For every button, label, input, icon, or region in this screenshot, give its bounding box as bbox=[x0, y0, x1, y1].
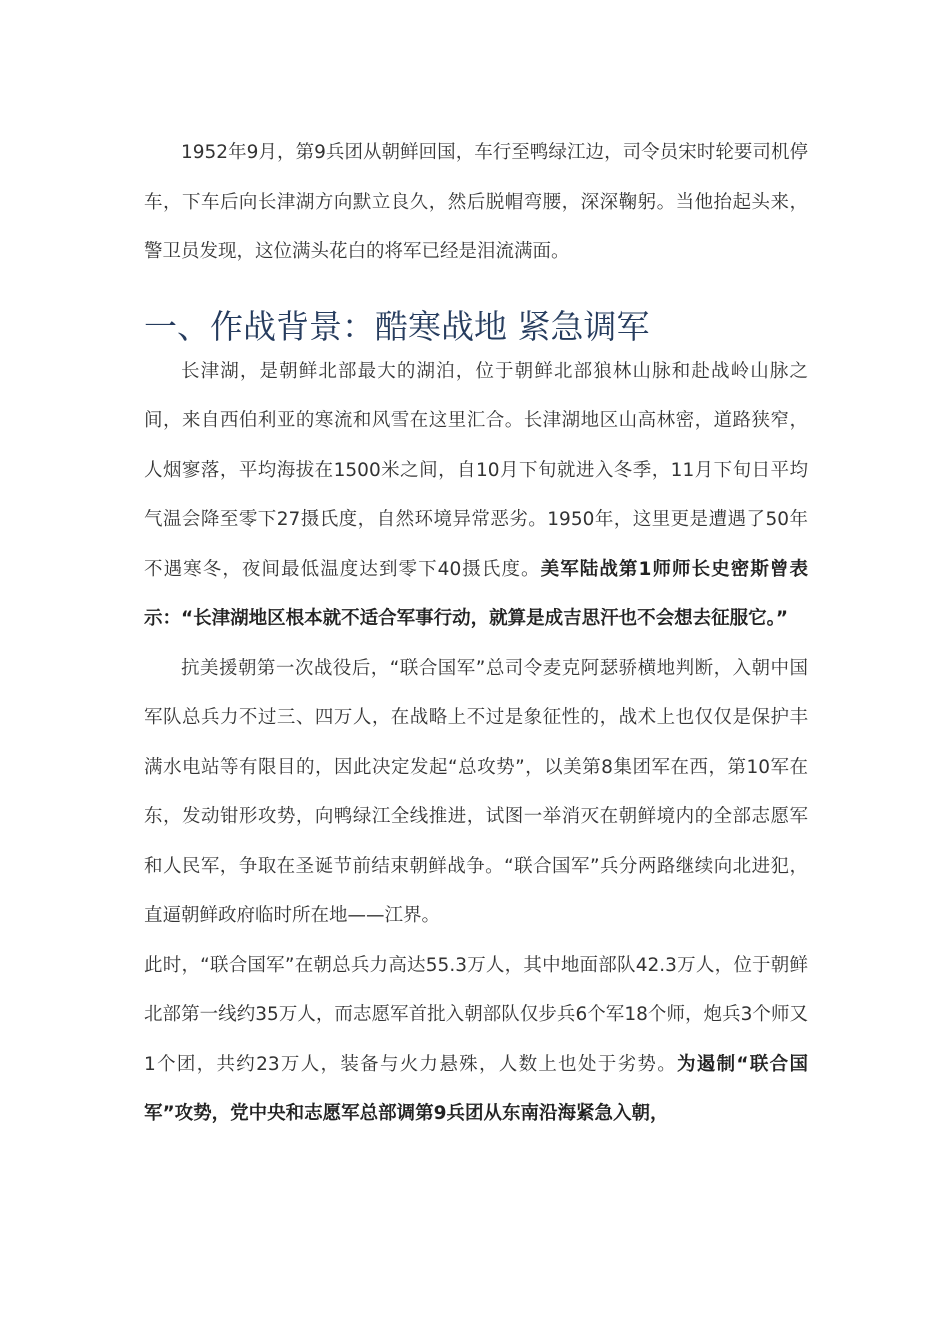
intro-paragraph bbox=[144, 128, 808, 277]
deployment-bold: 为遏制“联合国军”攻势，党中央和志愿军总部调第9兵团从东南沿海紧急入朝， bbox=[144, 1053, 808, 1124]
document-body bbox=[144, 128, 808, 1139]
paragraph-force-comparison-text: 此时，“联合国军”在朝总兵力高达55.3万人，其中地面部队42.3万人，位于朝鲜北部第一线约35万人，而志愿军首批入朝部队仅步兵6个军18个师，炮兵3个师又1个团，共约23万人，装备与火力悬殊，人数上也处于劣势。 bbox=[144, 954, 808, 1075]
paragraph-macarthur bbox=[144, 644, 808, 941]
smith-quote-bold: 美军陆战第1师师长史密斯曾表示：“长津湖地区根本就不适合军事行动，就算是成吉思汗也不会想去征服它。” bbox=[144, 558, 808, 629]
section-heading: 一、作战背景：酷寒战地 紧急调军 bbox=[144, 306, 650, 346]
paragraph-macarthur-text: 抗美援朝第一次战役后，“联合国军”总司令麦克阿瑟骄横地判断，入朝中国军队总兵力不过三、四万人，在战略上不过是象征性的，战术上也仅仅是保护丰满水电站等有限目的，因此决定发起“总攻势”，以美第8集团军在西，第10军在东，发动钳形攻势，向鸭绿江全线推进，试图一举消灭在朝鲜境内的全部志愿军和人民军，争取在圣诞节前结束朝鲜战争。“联合国军”兵分两路继续向北进犯，直逼朝鲜政府临时所在地——江界。 bbox=[144, 657, 808, 926]
intro-paragraph-text: 1952年9月，第9兵团从朝鲜回国，车行至鸭绿江边，司令员宋时轮要司机停车，下车后向长津湖方向默立良久，然后脱帽弯腰，深深鞠躬。当他抬起头来，警卫员发现，这位满头花白的将军已经是泪流满面。 bbox=[144, 142, 808, 262]
section-heading-wrap bbox=[144, 307, 808, 347]
paragraph-force-comparison bbox=[144, 941, 808, 1139]
paragraph-changjin-lake-text: 长津湖，是朝鲜北部最大的湖泊，位于朝鲜北部狼林山脉和赴战岭山脉之间，来自西伯利亚的寒流和风雪在这里汇合。长津湖地区山高林密，道路狭窄，人烟寥落，平均海拔在1500米之间，自10月下旬就进入冬季，11月下旬日平均气温会降至零下27摄氏度，自然环境异常恶劣。1950年，这里更是遭遇了50年不遇寒冬，夜间最低温度达到零下40摄氏度。 bbox=[144, 360, 808, 580]
paragraph-changjin-lake bbox=[144, 347, 808, 644]
